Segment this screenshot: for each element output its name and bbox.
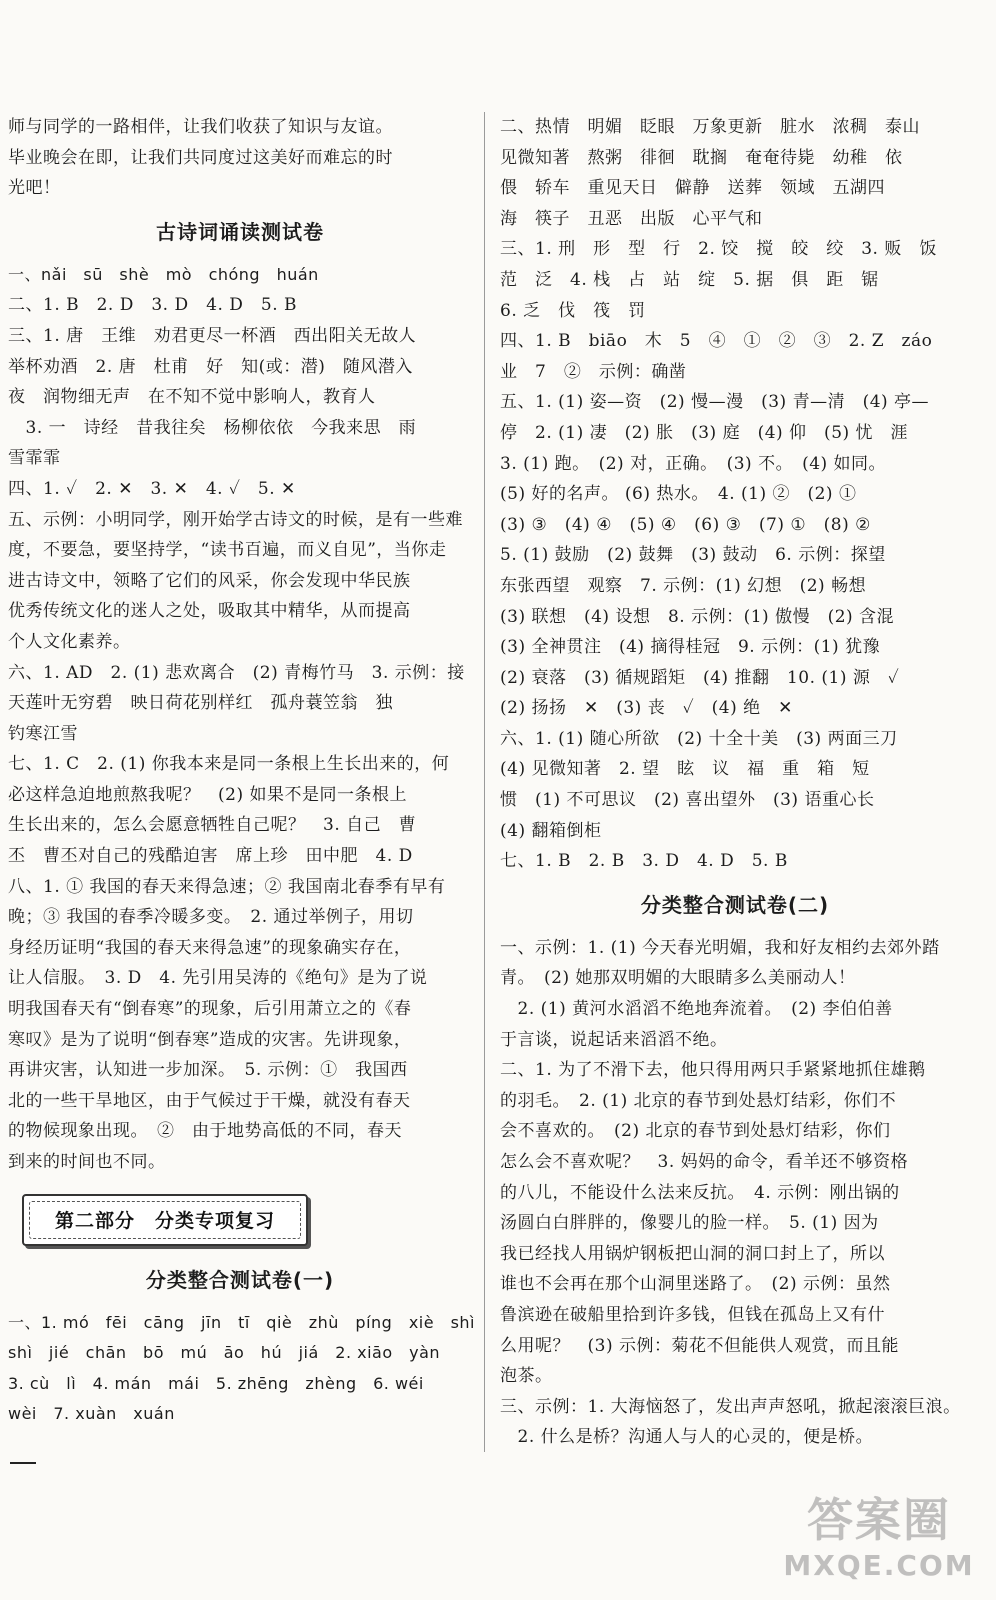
text-line: 5. (1) 鼓励 (2) 鼓舞 (3) 鼓动 6. 示例：探望 <box>500 545 886 566</box>
text-line: 我已经找人用锅炉钢板把山洞的洞口封上了，所以 <box>500 1243 885 1264</box>
text-line: (2) 衰落 (3) 循规蹈矩 (4) 推翻 10. (1) 源 ✓ <box>500 667 900 688</box>
text-line: 雪霏霏 <box>8 448 61 469</box>
text-line: 会不喜欢的。 (2) 北京的春节到处悬灯结彩，你们 <box>500 1121 891 1142</box>
text-line: 天莲叶无穷碧 映日荷花别样红 孤舟蓑笠翁 独 <box>8 693 393 714</box>
category-test-1-answers <box>8 1308 476 1430</box>
text-line: (2) 扬扬 ✕ (3) 丧 ✓ (4) 绝 ✕ <box>500 698 793 719</box>
text-line: shì jié chān bō mú āo hú jiá 2. xiāo yàn <box>8 1343 441 1363</box>
text-line: 见微知著 熬粥 徘徊 耽搁 奄奄待毙 幼稚 依 <box>500 147 903 168</box>
text-line: 夜 润物细无声 在不知不觉中影响人，教育人 <box>8 387 376 408</box>
text-line: (4) 见微知著 2. 望 眩 议 福 重 箱 短 <box>500 759 870 780</box>
text-line: 3. 一 诗经 昔我往矣 杨柳依依 今我来思 雨 <box>8 417 417 438</box>
text-line: 毕业晚会在即，让我们共同度过这美好而难忘的时 <box>8 147 393 168</box>
text-line: 怎么会不喜欢呢？ 3. 妈妈的命令，看羊还不够资格 <box>500 1152 909 1172</box>
text-line: 五、示例：小明同学，刚开始学古诗文的时候，是有一些难 <box>8 509 463 530</box>
text-line: 六、1. AD 2. (1) 悲欢离合 (2) 青梅竹马 3. 示例：接 <box>8 662 465 683</box>
text-line: 一、nǎi sū shè mò chóng huán <box>8 264 319 284</box>
text-line: (3) 全神贯注 (4) 摘得桂冠 9. 示例：(1) 犹豫 <box>500 637 881 658</box>
text-line: 范 泛 4. 栈 占 站 绽 5. 据 俱 距 锯 <box>500 269 879 290</box>
text-line: 停 2. (1) 凄 (2) 胀 (3) 庭 (4) 仰 (5) 忧 涯 <box>500 422 909 443</box>
text-line: 寒叹》是为了说明“倒春寒”造成的灾害。先讲现象， <box>8 1029 412 1050</box>
text-line: 优秀传统文化的迷人之处，吸取其中精华，从而提高 <box>8 601 411 622</box>
text-line: 的八儿，不能设什么法来反抗。 4. 示例：刚出锅的 <box>500 1182 900 1203</box>
text-line: 一、1. mó fēi cāng jīn tī qiè zhù píng xiè shì <box>8 1312 476 1332</box>
text-line: 东张西望 观察 7. 示例：(1) 幻想 (2) 畅想 <box>500 575 867 596</box>
text-line: 3. (1) 跑。 (2) 对，正确。 (3) 不。 (4) 如同。 <box>500 453 887 474</box>
text-line: 青。 (2) 她那双明媚的大眼睛多么美丽动人！ <box>500 968 856 989</box>
text-line: 的物候现象出现。 ② 由于地势高低的不同，春天 <box>8 1121 402 1142</box>
text-line: 度，不要急，要坚持学，“读书百遍，而义自见”，当你走 <box>8 540 447 561</box>
text-line: 师与同学的一路相伴，让我们收获了知识与友谊。 <box>8 117 393 137</box>
text-line: 再讲灾害，认知进一步加深。 5. 示例：① 我国西 <box>8 1060 408 1081</box>
text-line: 2. (1) 黄河水滔滔不绝地奔流着。 (2) 李伯伯善 <box>500 999 893 1020</box>
text-line: 二、1. B 2. D 3. D 4. D 5. B <box>8 295 297 316</box>
text-line: 四、1. B biāo 木 5 ④ ① ② ③ 2. Z záo <box>500 331 933 352</box>
text-line: 3. cù lì 4. mán mái 5. zhēng zhèng 6. wéi <box>8 1373 424 1393</box>
text-line: 二、1. 为了不滑下去，他只得用两只手紧紧地抓住雄鹅 <box>500 1060 926 1081</box>
text-line: 丕 曹丕对自己的残酷迫害 席上珍 田中肥 4. D <box>8 846 413 867</box>
text-line: 偎 轿车 重见天日 僻静 送葬 领域 五湖四 <box>500 178 885 199</box>
text-line: 光吧！ <box>8 178 61 199</box>
text-line: 七、1. C 2. (1) 你我本来是同一条根上生长出来的，何 <box>8 754 450 775</box>
text-line: (4) 翻箱倒柜 <box>500 820 602 841</box>
text-line: 晚；③ 我国的春季冷暖多变。 2. 通过举例子，用切 <box>8 907 414 928</box>
text-line: (5) 好的名声。 (6) 热水。 4. (1) ② (2) ① <box>500 484 857 505</box>
text-line: 泡茶。 <box>500 1366 553 1387</box>
text-line: 二、热情 明媚 眨眼 万象更新 脏水 浓稠 泰山 <box>500 117 920 137</box>
section-heading-category-test-2: 分类整合测试卷(二) <box>640 892 830 917</box>
text-line: 的羽毛。 2. (1) 北京的春节到处悬灯结彩，你们不 <box>500 1090 897 1111</box>
text-line: 么用呢？ (3) 示例：菊花不但能供人观赏，而且能 <box>500 1335 899 1356</box>
text-line: 6. 乏 伐 筏 罚 <box>500 300 646 321</box>
text-line: 明我国春天有“倒春寒”的现象，后引用萧立之的《春 <box>8 999 412 1020</box>
text-line: 海 筷子 丑恶 出版 心平气和 <box>500 208 763 229</box>
watermark-bottom-text: MXQE.COM <box>783 1549 975 1582</box>
text-line: 让人信服。 3. D 4. 先引用吴涛的《绝句》是为了说 <box>8 968 428 989</box>
column-divider <box>484 112 485 1452</box>
text-line: 业 7 ② 示例：确凿 <box>500 361 687 382</box>
left-column <box>8 112 476 1430</box>
watermark-top-text: 答案圈 <box>807 1493 951 1547</box>
text-line: 鲁滨逊在破船里拾到许多钱，但钱在孤岛上又有什 <box>500 1304 885 1325</box>
text-line: 三、1. 唐 王维 劝君更尽一杯酒 西出阳关无故人 <box>8 325 417 346</box>
text-line: 惯 (1) 不可思议 (2) 喜出望外 (3) 语重心长 <box>500 790 875 811</box>
text-line: 北的一些干旱地区，由于气候过于干燥，就没有春天 <box>8 1090 411 1111</box>
text-line: 2. 什么是桥？沟通人与人的心灵的，便是桥。 <box>500 1427 874 1448</box>
text-line: 八、1. ① 我国的春天来得急速；② 我国南北春季有早有 <box>8 876 446 897</box>
text-line: 钓寒江雪 <box>8 723 78 744</box>
text-line: 六、1. (1) 随心所欲 (2) 十全十美 (3) 两面三刀 <box>500 728 898 749</box>
text-line: 进古诗文中，领略了它们的风采，你会发现中华民族 <box>8 570 411 591</box>
category-test-2-answers <box>500 933 970 1453</box>
text-line: 四、1. ✓ 2. ✕ 3. ✕ 4. ✓ 5. ✕ <box>8 478 296 499</box>
part-two-banner <box>8 1178 472 1252</box>
text-line: 五、1. (1) 姿—资 (2) 慢—漫 (3) 青—清 (4) 亭— <box>500 392 930 413</box>
text-line: 生长出来的，怎么会愿意牺牲自己呢？ 3. 自己 曹 <box>8 815 417 836</box>
text-line: 于言谈，说起话来滔滔不绝。 <box>500 1029 728 1050</box>
text-line: 个人文化素养。 <box>8 631 131 652</box>
text-line: 必这样急迫地煎熬我呢？ (2) 如果不是同一条根上 <box>8 784 407 805</box>
section-heading-category-test-1: 分类整合测试卷(一) <box>145 1267 335 1292</box>
banner-frame <box>22 1194 308 1246</box>
text-line: 举杯劝酒 2. 唐 杜甫 好 知(或：潜) 随风潜入 <box>8 356 413 377</box>
text-line: (3) ③ (4) ④ (5) ④ (6) ③ (7) ① (8) ② <box>500 514 871 535</box>
intro-block <box>8 112 472 204</box>
text-line: 七、1. B 2. B 3. D 4. D 5. B <box>500 851 788 872</box>
text-line: 身经历证明“我国的春天来得急速”的现象确实存在， <box>8 937 412 958</box>
banner-title: 第二部分 分类专项复习 <box>54 1209 275 1232</box>
text-line: (3) 联想 (4) 设想 8. 示例：(1) 傲慢 (2) 含混 <box>500 606 895 627</box>
poetry-test-answers <box>8 260 472 1178</box>
text-line: 三、示例：1. 大海恼怒了，发出声声怒吼，掀起滚滚巨浪。 <box>500 1396 961 1417</box>
text-line: 三、1. 刑 形 型 行 2. 饺 搅 皎 绞 3. 贩 饭 <box>500 239 937 260</box>
text-line: 汤圆白白胖胖的，像婴儿的脸一样。 5. (1) 因为 <box>500 1213 879 1234</box>
right-column <box>500 112 970 1453</box>
category-test-1-answers-continued <box>500 112 970 877</box>
text-line: wèi 7. xuàn xuán <box>8 1404 175 1424</box>
page-corner-mark <box>10 1462 36 1464</box>
text-line: 谁也不会再在那个山洞里迷路了。 (2) 示例：虽然 <box>500 1274 891 1295</box>
text-line: 一、示例：1. (1) 今天春光明媚，我和好友相约去郊外踏 <box>500 937 940 958</box>
section-heading-poetry-test: 古诗词诵读测试卷 <box>156 219 324 244</box>
site-watermark-logo <box>774 1492 984 1592</box>
text-line: 到来的时间也不同。 <box>8 1152 166 1172</box>
